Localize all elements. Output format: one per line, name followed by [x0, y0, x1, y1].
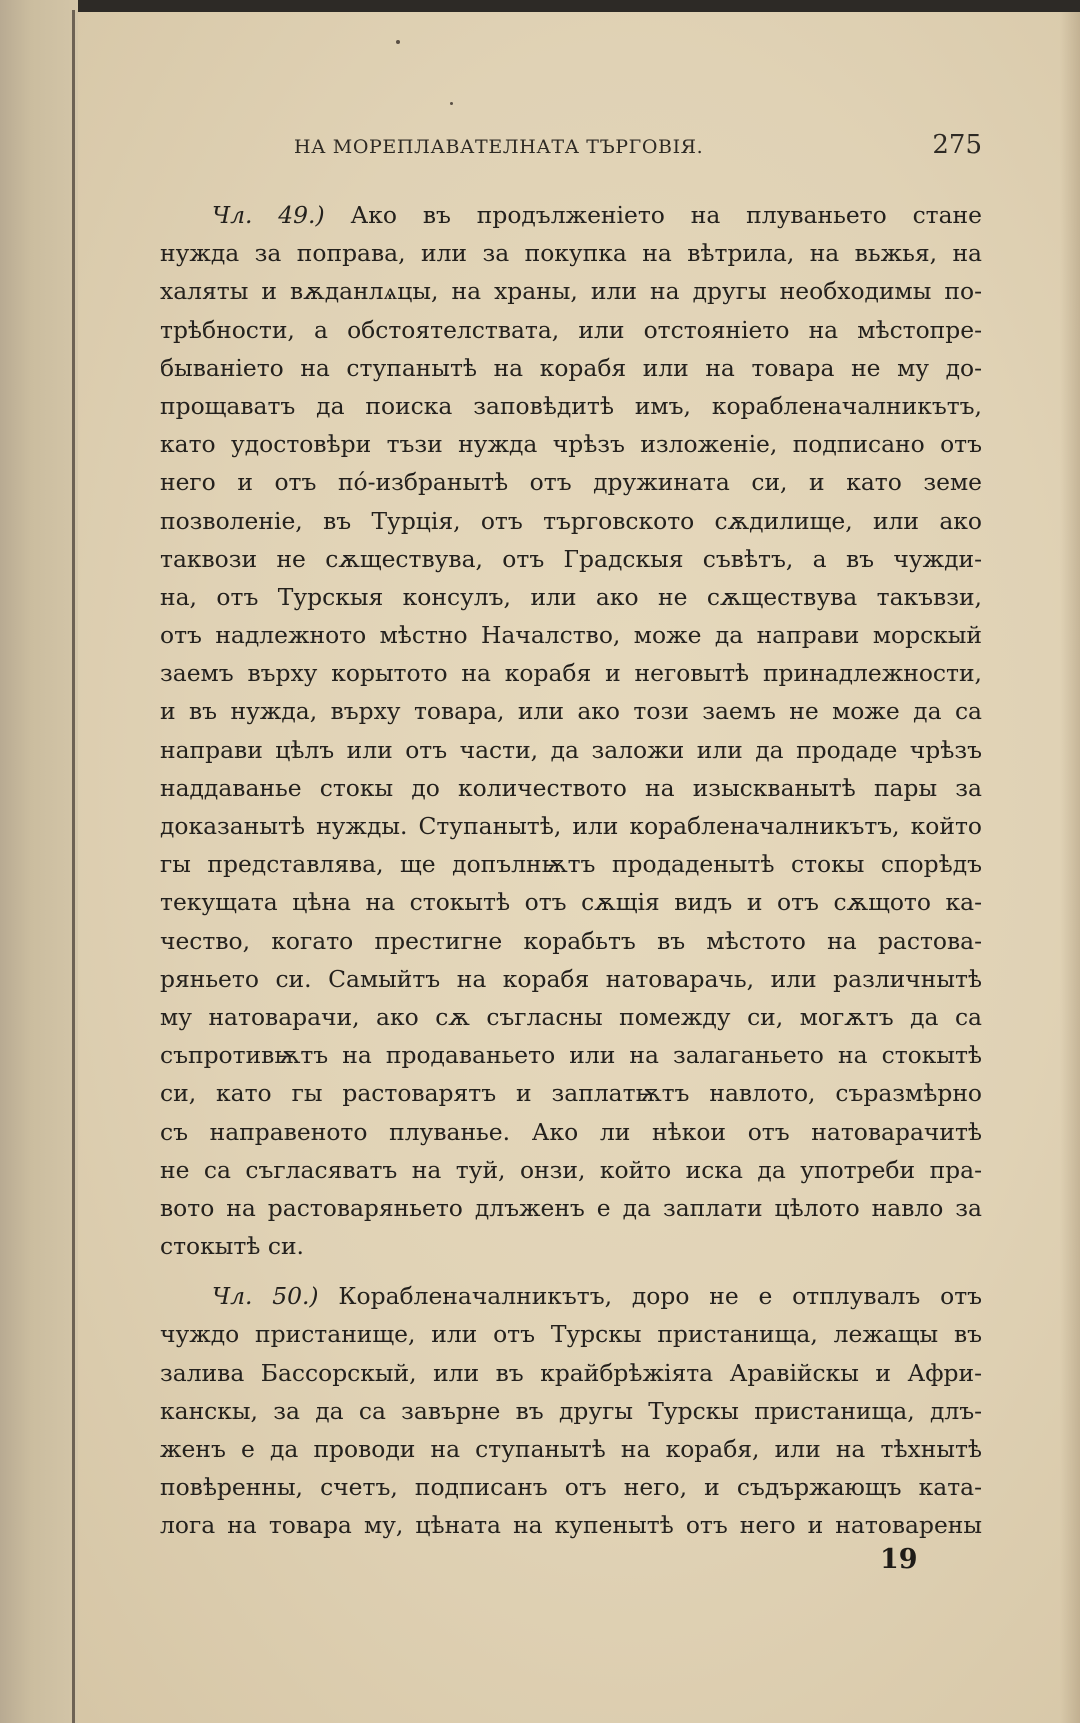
paragraph — [160, 196, 982, 1265]
text-line — [160, 1189, 982, 1227]
running-head — [82, 130, 982, 166]
line-text: залива Бассорскый, или въ крайбрѣжіята Аравійскы и Афри- — [160, 1358, 982, 1387]
line-text: бываніето на ступанытѣ на корабя или на товара не му до- — [160, 353, 982, 382]
text-line — [160, 311, 982, 349]
text-line — [160, 1036, 982, 1074]
book-binding — [72, 10, 75, 1723]
line-text: прощаватъ да поиска заповѣдитѣ имъ, корабленачалникътъ, — [160, 391, 982, 420]
line-text: него и отъ по́-избранытѣ отъ дружината си, и като земе — [160, 468, 982, 497]
line-text: лога на товара му, цѣната на купенытѣ отъ него и натоварены — [160, 1511, 982, 1540]
line-text: на, отъ Турскыя консулъ, или ако не сѫществува такъвзи, — [160, 582, 982, 611]
text-line — [160, 998, 982, 1036]
line-text: му натоварачи, ако сѫ съгласны помежду си, могѫтъ да са — [160, 1002, 982, 1031]
text-line — [160, 1354, 982, 1392]
line-text: халяты и вѫданлѧцы, на храны, или на другы необходимы по- — [160, 277, 982, 306]
line-text: Ако въ продълженіето на плуваньето стане — [350, 201, 982, 229]
line-text: повѣренны, счетъ, подписанъ отъ него, и съдържающъ ката- — [160, 1473, 982, 1502]
line-text: трѣбности, а обстоятелствата, или отстояніето на мѣстопре- — [160, 315, 982, 344]
running-title: НА МОРЕПЛАВАТЕЛНАТА ТЪРГОВІЯ. — [294, 136, 704, 158]
line-text: си, като гы растоварятъ и заплатѭтъ навлото, съразмѣрно — [160, 1079, 982, 1108]
text-line — [160, 1074, 982, 1112]
line-text: не са съгласяватъ на туй, онзи, който иска да употреби пра- — [160, 1155, 982, 1184]
text-line — [160, 387, 982, 425]
text-line — [160, 807, 982, 845]
text-line — [160, 654, 982, 692]
text-line — [160, 731, 982, 769]
page-shadow — [1060, 12, 1080, 1723]
line-text: ряньето си. Самыйтъ на корабя натоварачь, или различнытѣ — [160, 964, 982, 993]
text-line — [160, 1468, 982, 1506]
text-line — [160, 1506, 982, 1544]
paragraph — [160, 1277, 982, 1544]
text-line — [160, 272, 982, 310]
line-text: Корабленачалникътъ, доро не е отплувалъ отъ — [338, 1282, 983, 1311]
text-line — [160, 349, 982, 387]
body-text — [160, 196, 982, 1545]
text-line — [160, 1392, 982, 1430]
line-text: заемъ върху корытото на корабя и неговытѣ принадлежности, — [160, 659, 982, 688]
line-text: наддаванье стокы до количеството на изыскванытѣ пары за — [160, 773, 982, 802]
line-text: отъ надлежното мѣстно Началство, може да направи морскый — [160, 621, 982, 650]
line-text: чество, когато престигне корабьтъ въ мѣстото на растова- — [160, 926, 982, 955]
ink-speck — [450, 102, 453, 105]
text-line — [160, 425, 982, 463]
text-line — [160, 616, 982, 654]
line-text: канскы, за да са завърне въ другы Турскы пристанища, длъ- — [160, 1396, 982, 1425]
article-label: Чл. 49.) — [212, 201, 325, 229]
facing-page-edge — [0, 0, 78, 1723]
text-line — [160, 769, 982, 807]
paragraph-gap — [160, 1265, 982, 1277]
text-line — [160, 960, 982, 998]
text-line — [160, 234, 982, 272]
line-text: като удостовѣри тъзи нужда чрѣзъ изложеніе, подписано отъ — [160, 430, 982, 459]
line-text: съ направеното плуванье. Ако ли нѣкои отъ натоварачитѣ — [160, 1117, 982, 1146]
text-line — [160, 883, 982, 921]
text-line — [160, 1227, 982, 1265]
line-text: стокытѣ си. — [160, 1232, 304, 1261]
line-text: вото на растоваряньето длъженъ е да заплати цѣлото навло за — [160, 1193, 982, 1222]
text-line — [160, 692, 982, 730]
line-text: нужда за поправа, или за покупка на вѣтрила, на вьжья, на — [160, 239, 982, 268]
line-text: текущата цѣна на стокытѣ отъ сѫщія видъ и отъ сѫщото ка- — [160, 888, 982, 917]
line-text: и въ нужда, върху товара, или ако този заемъ не може да са — [160, 697, 982, 726]
line-text: доказанытѣ нужды. Ступанытѣ, или корабленачалникътъ, който — [160, 812, 982, 840]
line-text: женъ е да проводи на ступанытѣ на корабя, или на тѣхнытѣ — [160, 1435, 982, 1463]
text-line — [160, 845, 982, 883]
text-line — [160, 502, 982, 540]
text-line — [160, 578, 982, 616]
text-line — [160, 1113, 982, 1151]
line-text: таквози не сѫществува, отъ Градскыя съвѣтъ, а въ чужди- — [160, 544, 982, 573]
line-text: чуждо пристанище, или отъ Турскы пристанища, лежащы въ — [160, 1320, 982, 1349]
line-text: направи цѣлъ или отъ части, да заложи или да продаде чрѣзъ — [160, 735, 982, 764]
text-line — [160, 540, 982, 578]
line-text: съпротивѭтъ на продаваньето или на залаганьето на стокытѣ — [160, 1041, 982, 1070]
text-line — [160, 463, 982, 501]
text-line — [160, 922, 982, 960]
text-line — [160, 1315, 982, 1353]
article-label: Чл. 50.) — [212, 1282, 319, 1311]
text-line — [160, 1277, 982, 1315]
text-line — [160, 1430, 982, 1468]
page-number: 275 — [932, 130, 982, 160]
text-line — [160, 1151, 982, 1189]
line-text: позволеніе, въ Турція, отъ търговското сѫдилище, или ако — [160, 506, 982, 535]
text-line — [160, 196, 982, 234]
line-text: гы представлява, ще допълнѭтъ продаденытѣ стокы спорѣдъ — [160, 850, 982, 879]
ink-speck — [396, 40, 400, 44]
signature-mark: 19 — [880, 1544, 918, 1575]
